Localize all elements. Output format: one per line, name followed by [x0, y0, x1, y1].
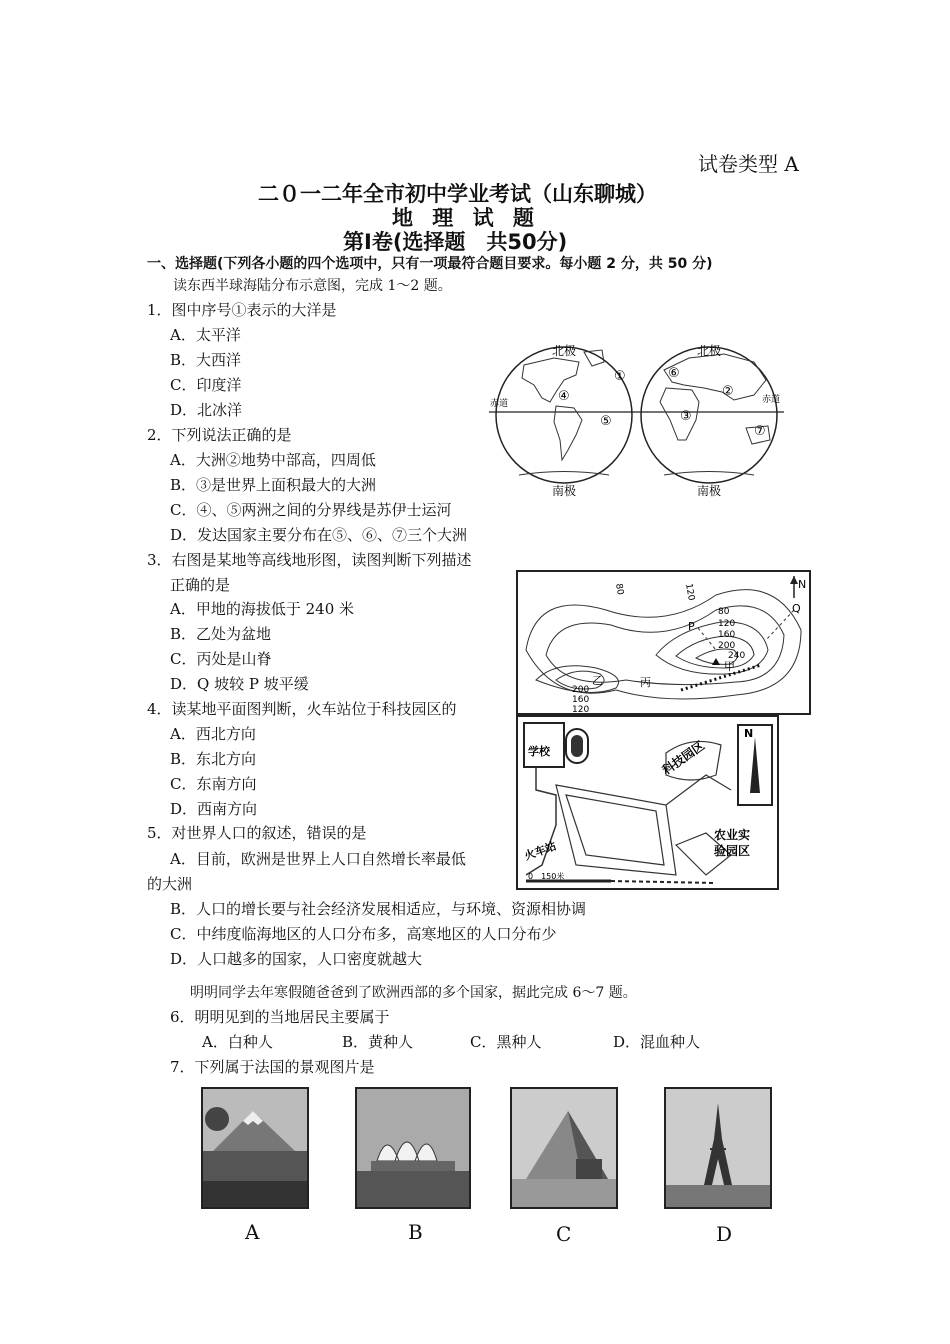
paper-type: 试卷类型 A: [698, 152, 799, 176]
contour-label: 200: [572, 685, 590, 695]
map-marker: ④: [558, 389, 570, 404]
q3-option: B．乙处为盆地: [170, 625, 272, 643]
part-title: 第Ⅰ卷(选择题 共50分): [343, 230, 568, 254]
map-label: 赤道: [490, 399, 509, 409]
map-marker: ①: [614, 369, 626, 384]
map-label: 北极: [551, 344, 577, 358]
q4-stem: 4．读某地平面图判断，火车站位于科技园区的: [147, 700, 457, 718]
map-marker: ③: [680, 409, 692, 424]
photo-sydney-opera: [355, 1087, 471, 1209]
map-label: 南极: [696, 484, 722, 498]
q1-option: B．大西洋: [170, 351, 242, 369]
q2-option: D．发达国家主要分布在⑤、⑥、⑦三个大洲: [170, 526, 468, 544]
q5-option-cont: 的大洲: [147, 875, 193, 893]
group67-intro: 明明同学去年寒假随爸爸到了欧洲西部的多个国家，据此完成 6～7 题。: [190, 985, 637, 1001]
subject-title: 地 理 试 题: [392, 206, 540, 230]
point-p: P: [688, 620, 695, 633]
q4-option: C．东南方向: [170, 775, 257, 793]
photo-label: C: [556, 1222, 572, 1246]
map-marker: ⑥: [668, 366, 680, 381]
contour-label: 200: [718, 641, 736, 651]
hemisphere-map: [484, 340, 789, 500]
photo-label: B: [408, 1220, 423, 1244]
q1-option: C．印度洋: [170, 376, 242, 394]
point-jia: 甲: [724, 660, 735, 673]
q1-option: A．太平洋: [170, 326, 241, 344]
plan-scale: 0 150米: [528, 872, 565, 881]
plan-agri: 验园区: [714, 844, 751, 858]
q4-option: A．西北方向: [170, 725, 256, 743]
q4-option: B．东北方向: [170, 750, 257, 768]
q2-stem: 2．下列说法正确的是: [147, 426, 292, 444]
contour-label: 160: [572, 695, 590, 705]
q3-option: D．Q 坡较 P 坡平缓: [170, 675, 309, 693]
q5-option: D．人口越多的国家，人口密度就越大: [170, 950, 423, 968]
photo-pyramid: [510, 1087, 618, 1209]
contour-label: 120: [572, 705, 590, 715]
q3-stem-cont: 正确的是: [170, 576, 231, 594]
q3-option: C．丙处是山脊: [170, 650, 272, 668]
contour-label: 120: [718, 619, 736, 629]
point-bing: 丙: [640, 676, 651, 689]
point-q: Q: [792, 602, 801, 615]
q7-stem: 7．下列属于法国的景观图片是: [170, 1058, 375, 1076]
plan-school: 学校: [528, 745, 550, 758]
photo-mount-fuji: [201, 1087, 309, 1209]
map-label: 南极: [551, 484, 577, 498]
photo-label: A: [245, 1220, 260, 1244]
q2-option: C．④、⑤两洲之间的分界线是苏伊士运河: [170, 501, 452, 519]
q2-option: B．③是世界上面积最大的大洲: [170, 476, 377, 494]
q5-option: C．中纬度临海地区的人口分布多，高寒地区的人口分布少: [170, 925, 557, 943]
plan-tech-park: 科技园区: [659, 738, 708, 778]
q5-stem: 5．对世界人口的叙述，错误的是: [147, 824, 367, 842]
q6-stem: 6．明明见到的当地居民主要属于: [170, 1008, 390, 1026]
plan-agri: 农业实: [714, 828, 751, 842]
map-marker: ②: [722, 384, 734, 399]
exam-title: 二０一二年全市初中学业考试（山东聊城）: [258, 182, 657, 206]
map-marker: ⑤: [600, 414, 612, 429]
contour-label: 80: [718, 607, 730, 617]
q5-option: B．人口的增长要与社会经济发展相适应，与环境、资源相协调: [170, 900, 587, 918]
q5-option: A．目前，欧洲是世界上人口自然增长率最低: [170, 850, 466, 868]
q6-option: C．黑种人: [470, 1033, 542, 1051]
section-heading: 一、选择题(下列各小题的四个选项中，只有一项最符合题目要求。每小题 2 分，共 50 分): [147, 256, 713, 272]
q6-option: D．混血种人: [613, 1033, 701, 1051]
plan-station: 火车站: [522, 839, 559, 863]
contour-label: 240: [728, 651, 746, 661]
q4-option: D．西南方向: [170, 800, 258, 818]
photo-eiffel-tower: [664, 1087, 772, 1209]
q1-stem: 1．图中序号①表示的大洋是: [147, 301, 337, 319]
q3-stem: 3．右图是某地等高线地形图，读图判断下列描述: [147, 551, 472, 569]
contour-map: [516, 570, 811, 715]
point-yi: 乙: [592, 674, 603, 687]
section-intro: 读东西半球海陆分布示意图，完成 1～2 题。: [173, 278, 452, 294]
q1-option: D．北冰洋: [170, 401, 243, 419]
plan-north: N: [744, 727, 754, 740]
north-label: N: [798, 578, 807, 591]
contour-label: 80: [613, 582, 625, 596]
q2-option: A．大洲②地势中部高，四周低: [170, 451, 376, 469]
map-label: 北极: [696, 344, 722, 358]
map-label: 赤道: [762, 395, 781, 405]
q6-option: B．黄种人: [342, 1033, 414, 1051]
plan-map: [516, 715, 779, 890]
contour-label: 120: [683, 582, 696, 602]
q3-option: A．甲地的海拔低于 240 米: [170, 600, 354, 618]
map-marker: ⑦: [754, 424, 766, 439]
photo-label: D: [716, 1222, 733, 1246]
contour-label: 160: [718, 630, 736, 640]
q6-option: A．白种人: [202, 1033, 273, 1051]
